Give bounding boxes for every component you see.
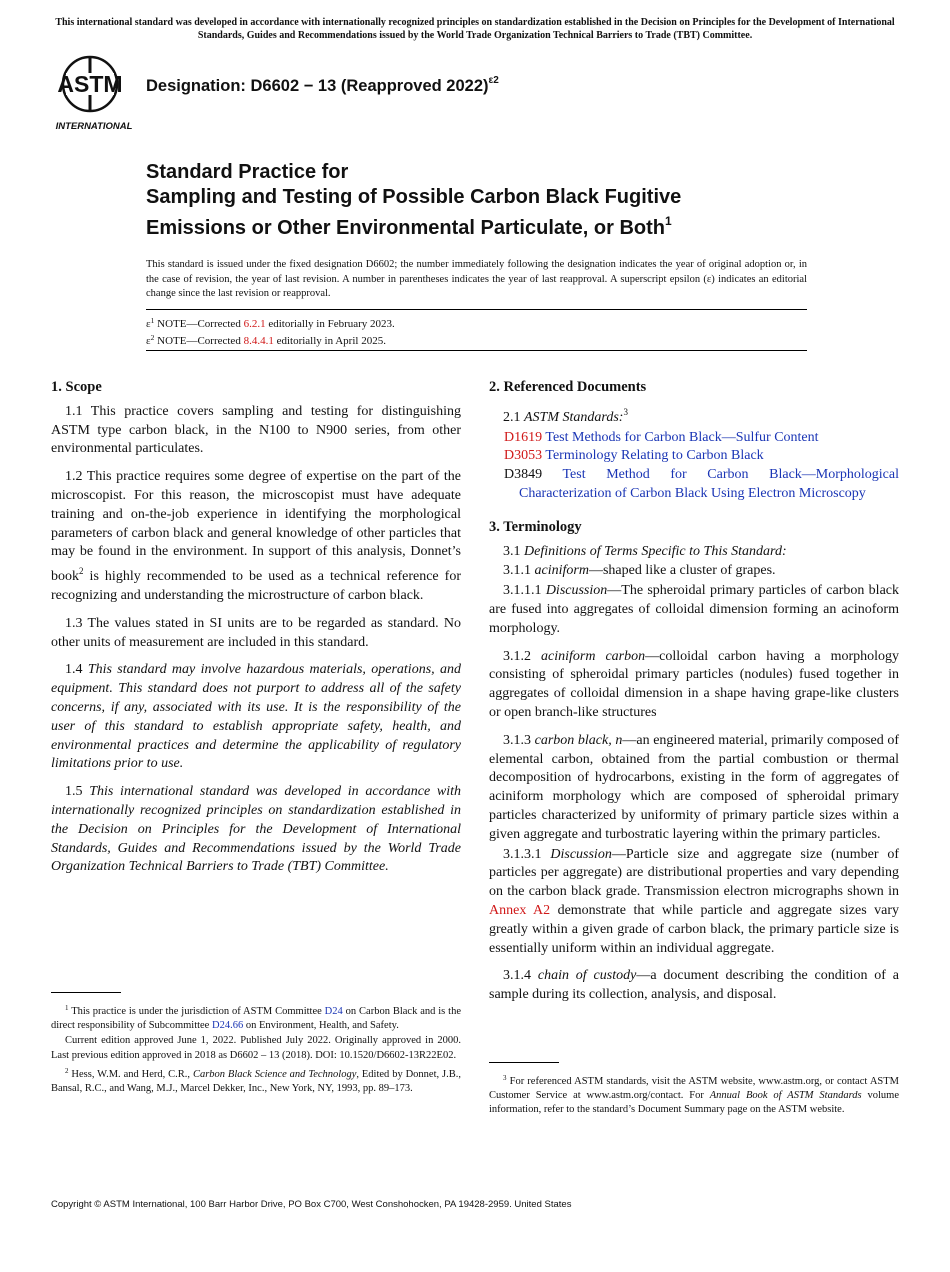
link-annex-a2[interactable]: Annex A2 xyxy=(489,902,551,918)
paragraph-3-1-1-1: 3.1.1.1 Discussion—The spheroidal primary particles of carbon black are fused into aggregates of colloidal dimension forming an acinoform morphology. xyxy=(489,583,900,636)
paragraph-3-1-4: 3.1.4 chain of custody—a document describing the condition of a sample during its collection, analysis, and disposal. xyxy=(489,968,900,1003)
copyright-notice: Copyright © ASTM International, 100 Barr Harbor Drive, PO Box C700, West Conshohocken, PA 19428-2959. United States xyxy=(51,1199,572,1210)
logo-text: ASTM xyxy=(57,71,123,97)
paragraph-1-1: 1.1 This practice covers sampling and testing for distinguishing ASTM type carbon black, in the N100 to N900 series, from other environmental particulates. xyxy=(51,403,461,457)
section-heading-referenced-documents: 2. Referenced Documents xyxy=(489,379,647,395)
designation-text: Designation: D6602 − 13 (Reapproved 2022) xyxy=(146,77,489,95)
section-heading-scope: 1. Scope xyxy=(51,379,102,395)
paragraph-3-1-1: 3.1.1 aciniform—shaped like a cluster of grapes. xyxy=(503,563,776,579)
title-footnote-mark: 1 xyxy=(665,214,672,228)
link-d1619-title[interactable]: Test Methods for Carbon Black—Sulfur Content xyxy=(542,429,819,445)
right-column xyxy=(489,378,899,1014)
link-section-8-4-4-1[interactable]: 8.4.4.1 xyxy=(243,335,274,347)
reference-item xyxy=(489,466,899,504)
paragraph-2-1: 2.1 ASTM Standards:$^3$ xyxy=(503,406,628,425)
reference-item xyxy=(489,429,899,448)
link-d3849-title[interactable]: Test Method for Carbon Black—Morphological Characterization of Carbon Black Using Electron Microscopy xyxy=(519,467,899,501)
standard-notice: This international standard was developed in accordance with internationally recognized principles on standardization established in the Decision on Principles for the Development of International Standards, Guides and Recommendations issued by the World Trade Organization Technical Barriers to Trade (TBT) Committee. xyxy=(55,17,895,41)
paragraph-3-1-3-1: 3.1.3.1 Discussion—Particle size and aggregate size (number of particles per aggregate) are distributional properties and vary depending on the carbon black grade. Transmission electron micrographs shown in Annex A2 demonstrate that while particle and aggregate sizes vary greatly within a given grade of carbon black, the primary particle size is essentially uniform within an individual aggregate. xyxy=(489,846,899,956)
section-heading-terminology: 3. Terminology xyxy=(489,518,582,535)
link-committee-d24[interactable]: D24 xyxy=(324,1006,343,1017)
paragraph-3-1-2: 3.1.2 aciniform carbon—colloidal carbon having a morphology consisting of spheroidal primary particles (nodules) fused together in aggregates of colloidal dimension in a shape having grape-like clusters or open branch-like structures xyxy=(489,648,900,720)
editorial-notes xyxy=(146,309,807,351)
reference-code-d3849: D3849 xyxy=(504,467,543,483)
footnote-divider xyxy=(489,1062,559,1063)
title-line-1: Standard Practice for xyxy=(146,161,349,183)
logo-subtext: INTERNATIONAL xyxy=(55,121,133,132)
paragraph-3-1-3: 3.1.3 carbon black, n—an engineered material, primarily composed of elemental carbon, obtained from the partial combustion or thermal decomposition of hydrocarbons, existing in the form of aggregates of aciniform morphology which are composed of spheroidal primary particles characterized by uniformity of primary particle sizes within a given aggregate and turbostratic layering within the primary particles. xyxy=(489,732,899,842)
reference-item xyxy=(489,447,899,466)
document-title xyxy=(146,160,846,241)
footnotes-right xyxy=(489,1062,899,1119)
editorial-note: $\varepsilon^2$ NOTE—Corrected 8.4.4.1 editorially in April 2025. xyxy=(146,333,386,347)
footnote-divider xyxy=(51,992,121,993)
paragraph-1-5: 1.5 This international standard was developed in accordance with internationally recognized principles on standardization established in the Decision on Principles for the Development of International Standards, Guides and Recommendations issued by the World Trade Organization Technical Barriers to Trade (TBT) Committee. xyxy=(51,784,462,875)
paragraph-3-1: 3.1 Definitions of Terms Specific to This Standard: xyxy=(503,543,787,559)
link-d1619[interactable]: D1619 xyxy=(504,429,543,445)
designation-epsilon: ε2 xyxy=(488,75,499,86)
paragraph-1-3: 1.3 The values stated in SI units are to be regarded as standard. No other units of measurement are included in this standard. xyxy=(51,615,461,650)
paragraph-1-2: 1.2 This practice requires some degree of expertise on the part of the microscopist. For this reason, the microscopist must have adequate training and on-the-job experience in identifying the morphological parameters of carbon black and general knowledge of other particles that may be found in the environment. In support of this analysis, Donnet’s book$^2$ is highly recommended to be used as a technical reference for recognizing and understanding the microstructure of carbon black. xyxy=(51,469,461,603)
link-section-6-2-1[interactable]: 6.2.1 xyxy=(243,318,266,330)
title-line-3: Emissions or Other Environmental Particulate, or Both xyxy=(146,217,665,239)
footnote-2: $^2$ Hess, W.M. and Herd, C.R., Carbon Black Science and Technology, Edited by Donnet, J.B., Bansal, R.C., and Wang, M.J., Marcel Dekker, Inc., New York, NY, 1993, pp. 89–173. xyxy=(51,1066,461,1095)
title-line-2: Sampling and Testing of Possible Carbon Black Fugitive xyxy=(146,185,682,208)
designation xyxy=(146,75,499,96)
footnote-1: $^1$ This practice is under the jurisdiction of ASTM Committee D24 on Carbon Black and is the direct responsibility of Subcommittee D24.66 on Environment, Health, and Safety. xyxy=(51,1004,461,1032)
footnote-ref-2: 2 xyxy=(79,566,84,577)
astm-logo xyxy=(52,54,136,132)
footnote-edition: Current edition approved June 1, 2022. Published July 2022. Originally approved in 2000. Last previous edition approved in 2018 as D6602 – 13 (2018). DOI: 10.1520/D6602-13R22E02. xyxy=(51,1035,461,1061)
editorial-note: $\varepsilon^1$ NOTE—Corrected 6.2.1 editorially in February 2023. xyxy=(146,316,395,330)
link-subcommittee-d24-66[interactable]: D24.66 xyxy=(211,1020,244,1032)
paragraph-1-4: 1.4 This standard may involve hazardous materials, operations, and equipment. This standard does not purport to address all of the safety concerns, if any, associated with its use. It is the responsibility of the user of this standard to establish appropriate safety, health, and environmental practices and determine the applicability of regulatory limitations prior to use. xyxy=(51,662,461,772)
left-column xyxy=(51,378,461,886)
issue-note: This standard is issued under the fixed designation D6602; the number immediately following the designation indicates the year of original adoption or, in the case of revision, the year of last revision. A number in parentheses indicates the year of last reapproval. A superscript epsilon (ε) indicates an editorial change since the last revision or reapproval. xyxy=(146,259,807,299)
footnotes-left xyxy=(51,992,461,1097)
footnote-ref-3: 3 xyxy=(623,406,628,417)
footnote-3: $^3$ For referenced ASTM standards, visit the ASTM website, www.astm.org, or contact ASTM Customer Service at www.astm.org/contact. For Annual Book of ASTM Standards volume information, refer to the standard’s Document Summary page on the ASTM website. xyxy=(489,1074,900,1116)
link-d3053[interactable]: D3053 xyxy=(504,448,543,464)
link-d3053-title[interactable]: Terminology Relating to Carbon Black xyxy=(542,448,764,464)
